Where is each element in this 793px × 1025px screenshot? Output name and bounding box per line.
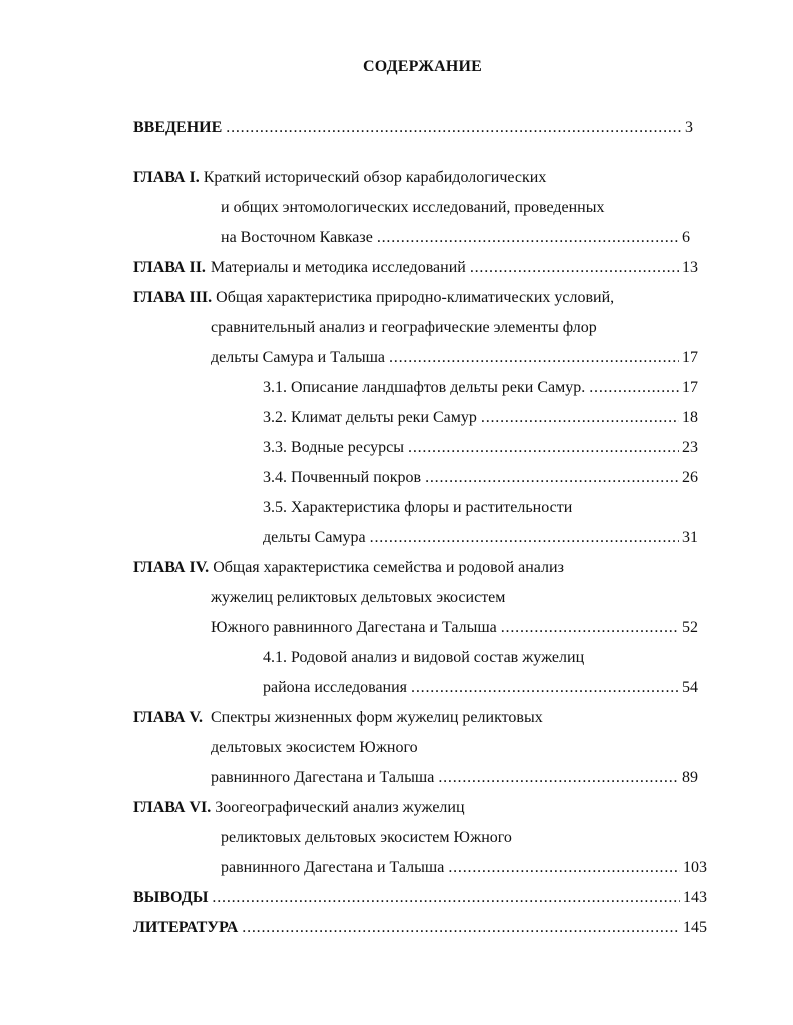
toc-page-4-1: 54 xyxy=(682,679,698,696)
toc-chapter-6-line1[interactable] xyxy=(133,797,465,819)
toc-page-3-4: 26 xyxy=(682,469,698,486)
toc-text-ch4-line1: Общая характеристика семейства и родовой анализ xyxy=(213,559,564,576)
toc-chapter-4-line3[interactable] xyxy=(211,617,698,639)
toc-text-ch1-line3: на Восточном Кавказе xyxy=(221,229,373,246)
toc-entry-literature[interactable] xyxy=(133,917,707,939)
toc-label-ch5: ГЛАВА V. xyxy=(133,709,203,726)
toc-entry-conclusions[interactable] xyxy=(133,887,707,909)
toc-page-3-5: 31 xyxy=(682,529,698,546)
toc-chapter-1-line1[interactable] xyxy=(133,167,546,189)
toc-section-3-2[interactable] xyxy=(263,407,698,429)
toc-leader xyxy=(242,917,680,939)
toc-leader xyxy=(448,857,680,879)
toc-label-ch6: ГЛАВА VI. xyxy=(133,799,212,816)
toc-chapter-3-line2: сравнительный анализ и географические элементы флор xyxy=(211,319,597,336)
toc-page-ch4: 52 xyxy=(682,619,698,636)
toc-section-3-5-line1[interactable]: 3.5. Характеристика флоры и растительности xyxy=(263,499,573,516)
toc-label-literature: ЛИТЕРАТУРА xyxy=(133,919,239,936)
toc-chapter-6-line2: реликтовых дельтовых экосистем Южного xyxy=(221,829,512,846)
toc-chapter-5-line2: дельтовых экосистем Южного xyxy=(211,739,418,756)
toc-leader xyxy=(425,467,679,489)
toc-text-4-1-line2: района исследования xyxy=(263,679,408,696)
toc-text-3-4: 3.4. Почвенный покров xyxy=(263,469,422,486)
toc-entry-intro[interactable] xyxy=(133,117,693,139)
toc-label-conclusions: ВЫВОДЫ xyxy=(133,889,209,906)
toc-text-ch5-line1: Спектры жизненных форм жужелиц реликтовых xyxy=(210,709,543,726)
toc-leader xyxy=(501,617,679,639)
toc-leader xyxy=(481,407,679,429)
toc-chapter-5-line3[interactable] xyxy=(211,767,698,789)
toc-page-literature: 145 xyxy=(683,919,707,936)
toc-chapter-3-line1[interactable] xyxy=(133,287,614,309)
toc-leader xyxy=(226,117,682,139)
toc-leader xyxy=(370,527,679,549)
toc-label-ch3: ГЛАВА III. xyxy=(133,289,213,306)
toc-chapter-1-line2: и общих энтомологических исследований, проведенных xyxy=(221,199,605,216)
toc-chapter-5-line1[interactable] xyxy=(133,707,543,729)
toc-page-3-2: 18 xyxy=(682,409,698,426)
toc-text-3-3: 3.3. Водные ресурсы xyxy=(263,439,405,456)
toc-leader xyxy=(589,377,679,399)
toc-leader xyxy=(377,227,679,249)
toc-label-ch4: ГЛАВА IV. xyxy=(133,559,210,576)
toc-text-ch6-line3: равнинного Дагестана и Талыша xyxy=(221,859,445,876)
toc-page-ch3: 17 xyxy=(682,349,698,366)
toc-text-3-5-line2: дельты Самура xyxy=(263,529,366,546)
toc-section-3-3[interactable] xyxy=(263,437,698,459)
toc-label-intro: ВВЕДЕНИЕ xyxy=(133,119,223,136)
toc-text-3-1: 3.1. Описание ландшафтов дельты реки Самур. xyxy=(263,379,586,396)
toc-section-4-1-line2[interactable] xyxy=(263,677,698,699)
toc-label-ch2: ГЛАВА II. xyxy=(133,259,206,276)
toc-page-ch6: 103 xyxy=(683,859,707,876)
toc-page-ch5: 89 xyxy=(682,769,698,786)
toc-page-ch1: 6 xyxy=(682,229,690,246)
toc-page-3-1: 17 xyxy=(682,379,698,396)
toc-leader xyxy=(212,887,680,909)
toc-label-ch1: ГЛАВА I. xyxy=(133,169,200,186)
toc-text-ch3-line1: Общая характеристика природно-климатических условий, xyxy=(216,289,615,306)
toc-text-ch1-line1: Краткий исторический обзор карабидологических xyxy=(203,169,547,186)
toc-leader xyxy=(438,767,679,789)
toc-page-conclusions: 143 xyxy=(683,889,707,906)
toc-text-ch2: Материалы и методика исследований xyxy=(210,259,466,276)
toc-leader xyxy=(411,677,679,699)
toc-text-ch4-line3: Южного равнинного Дагестана и Талыша xyxy=(211,619,497,636)
toc-page-3-3: 23 xyxy=(682,439,698,456)
toc-section-4-1-line1[interactable]: 4.1. Родовой анализ и видовой состав жужелиц xyxy=(263,649,585,666)
toc-leader xyxy=(389,347,679,369)
toc-page-intro: 3 xyxy=(685,119,693,136)
toc-section-3-4[interactable] xyxy=(263,467,698,489)
toc-text-3-2: 3.2. Климат дельты реки Самур xyxy=(263,409,477,426)
toc-chapter-3-line3[interactable] xyxy=(211,347,698,369)
page-title: СОДЕРЖАНИЕ xyxy=(362,58,483,75)
toc-page-ch2: 13 xyxy=(682,259,698,276)
toc-chapter-6-line3[interactable] xyxy=(221,857,707,879)
toc-section-3-1[interactable] xyxy=(263,377,698,399)
toc-chapter-4-line2: жужелиц реликтовых дельтовых экосистем xyxy=(211,589,506,606)
toc-chapter-2[interactable] xyxy=(133,257,698,279)
toc-chapter-4-line1[interactable] xyxy=(133,557,564,579)
toc-leader xyxy=(470,257,679,279)
toc-chapter-1-line3[interactable] xyxy=(221,227,690,249)
toc-text-ch6-line1: Зоогеографический анализ жужелиц xyxy=(215,799,465,816)
toc-leader xyxy=(408,437,679,459)
toc-text-ch5-line3: равнинного Дагестана и Талыша xyxy=(211,769,435,786)
toc-text-ch3-line3: дельты Самура и Талыша xyxy=(211,349,385,366)
toc-section-3-5-line2[interactable] xyxy=(263,527,698,549)
